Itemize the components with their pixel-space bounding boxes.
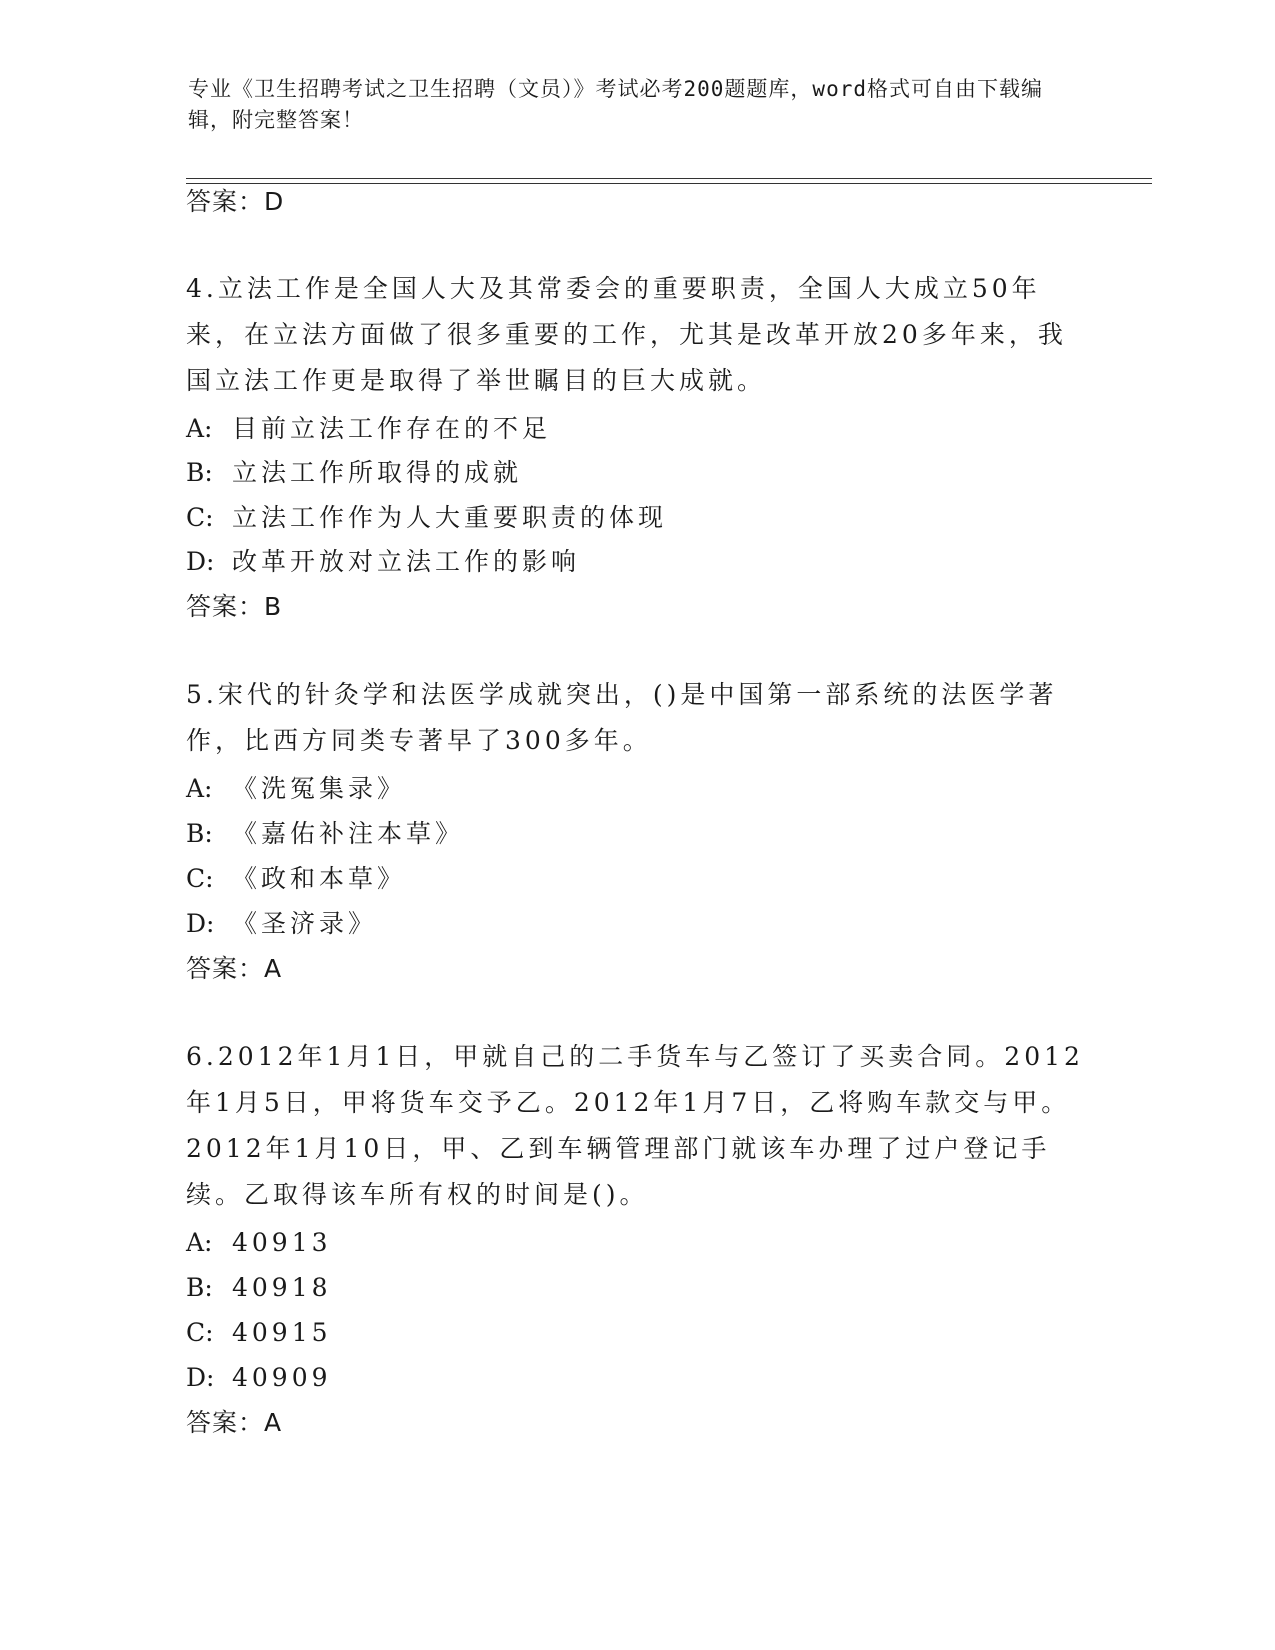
option-text: 立法工作作为人大重要职责的体现	[232, 503, 668, 532]
option-label: D:	[186, 1363, 215, 1392]
question-5-option-c	[186, 863, 406, 895]
option-text: 40913	[232, 1228, 332, 1257]
option-text: 40915	[232, 1318, 332, 1347]
question-4-option-d	[186, 546, 580, 578]
question-6-text: 6.2012年1月1日，甲就自己的二手货车与乙签订了买卖合同。2012年1月5日，甲将货车交予乙。2012年1月7日，乙将购车款交与甲。2012年1月10日，甲、乙到车辆管理部门就该车办理了过户登记手续。乙取得该车所有权的时间是()。	[186, 1042, 1084, 1209]
question-4-text: 4.立法工作是全国人大及其常委会的重要职责，全国人大成立50年来，在立法方面做了很多重要的工作，尤其是改革开放20多年来，我国立法工作更是取得了举世瞩目的巨大成就。	[186, 274, 1067, 395]
answer-q4: 答案：B	[186, 592, 283, 621]
answer-q6: 答案：A	[186, 1408, 283, 1437]
option-label: C:	[186, 1318, 214, 1347]
question-5-option-b	[186, 818, 464, 850]
option-text: 立法工作所取得的成就	[232, 458, 523, 487]
question-6-option-d	[186, 1362, 332, 1394]
option-label: D:	[186, 909, 215, 938]
option-label: B:	[186, 819, 213, 848]
option-label: C:	[186, 503, 214, 532]
option-text: 《嘉佑补注本草》	[232, 819, 465, 848]
answer-q5: 答案：A	[186, 954, 283, 983]
header-divider-bottom	[186, 183, 1152, 184]
option-label: A:	[186, 414, 213, 443]
option-text: 《洗冤集录》	[232, 774, 407, 803]
question-4-option-b	[186, 457, 522, 489]
question-5-option-d	[186, 908, 377, 940]
option-label: C:	[186, 864, 214, 893]
option-label: B:	[186, 458, 213, 487]
option-label: A:	[186, 774, 213, 803]
option-label: D:	[186, 547, 215, 576]
question-5-text: 5.宋代的针灸学和法医学成就突出，()是中国第一部系统的法医学著作，比西方同类专著早了300多年。	[186, 680, 1058, 755]
option-text: 改革开放对立法工作的影响	[232, 547, 581, 576]
answer-q3: 答案：D	[186, 187, 285, 216]
option-label: B:	[186, 1273, 213, 1302]
question-6-option-a	[186, 1227, 332, 1259]
question-6-option-c	[186, 1317, 332, 1349]
option-text: 《圣济录》	[232, 909, 378, 938]
question-5-option-a	[186, 773, 406, 805]
option-text: 《政和本草》	[232, 864, 407, 893]
option-label: A:	[186, 1228, 213, 1257]
header-divider-top	[186, 178, 1152, 179]
option-text: 40909	[232, 1363, 332, 1392]
option-text: 目前立法工作存在的不足	[232, 414, 552, 443]
question-6-option-b	[186, 1272, 332, 1304]
option-text: 40918	[232, 1273, 332, 1302]
document-header-title: 专业《卫生招聘考试之卫生招聘（文员）》考试必考200题题库，word格式可自由下载编辑，附完整答案！	[188, 77, 1043, 132]
question-4-option-a	[186, 413, 551, 445]
question-4-option-c	[186, 502, 667, 534]
